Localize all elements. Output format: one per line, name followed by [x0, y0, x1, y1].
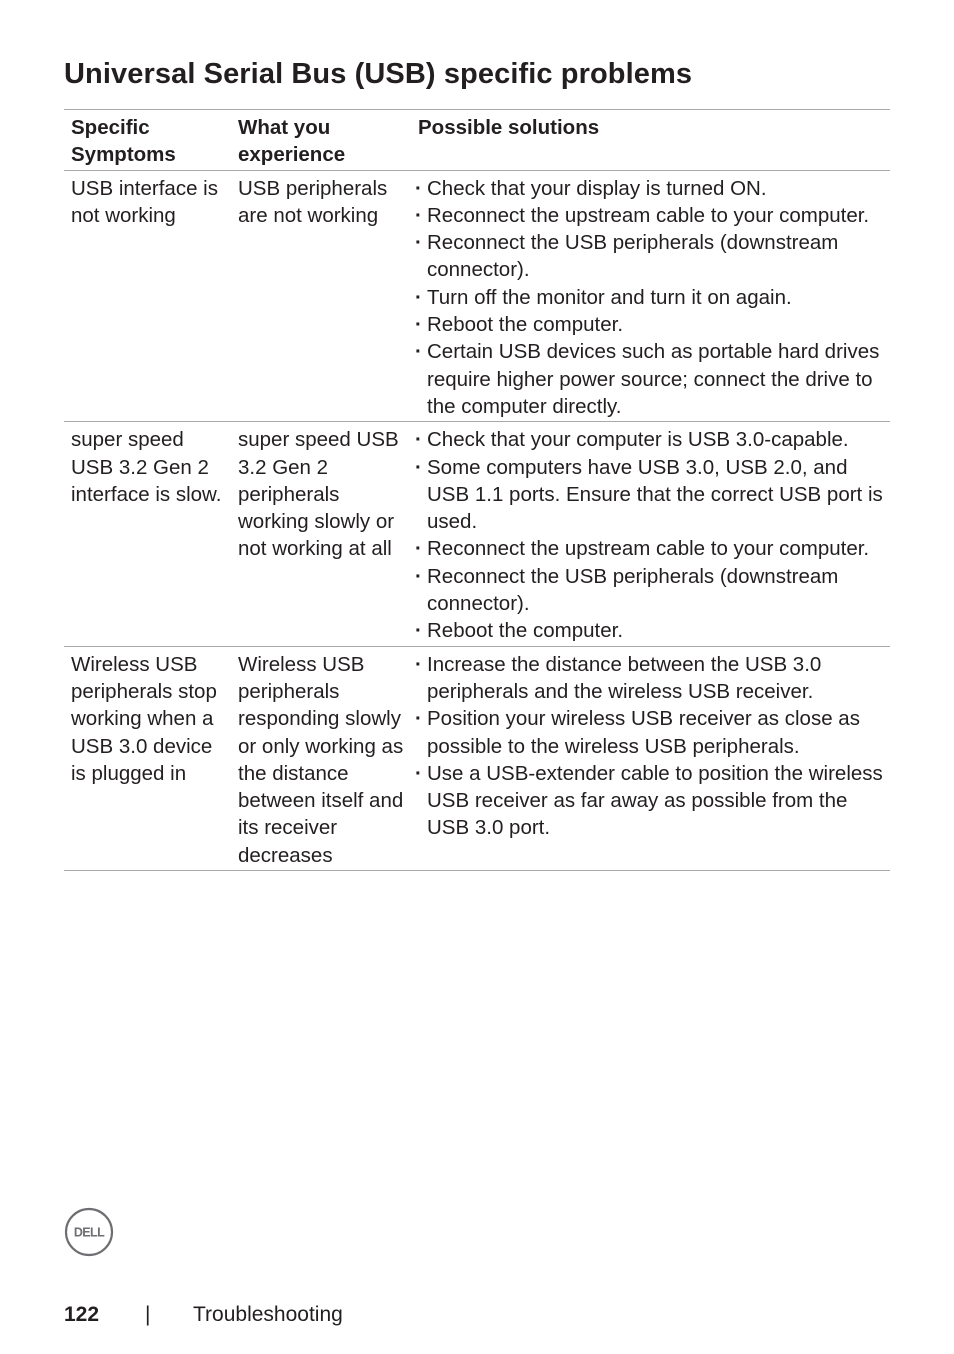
solution-item: · Increase the distance between the USB 3.0 peripherals and the wireless USB receiver.	[414, 651, 884, 706]
solution-item: · Use a USB-extender cable to position the wireless USB receiver as far away as possible from the USB 3.0 port.	[414, 760, 884, 842]
solution-item: · Check that your computer is USB 3.0-capable.	[414, 426, 884, 453]
solution-item: · Position your wireless USB receiver as close as possible to the wireless USB peripherals.	[414, 705, 884, 760]
table-row	[64, 170, 890, 422]
table-row	[64, 646, 890, 870]
solution-item: · Some computers have USB 3.0, USB 2.0, and USB 1.1 ports. Ensure that the correct USB port is used.	[414, 454, 884, 536]
solution-item: · Reconnect the upstream cable to your computer.	[414, 202, 884, 229]
solution-item: · Check that your display is turned ON.	[414, 175, 884, 202]
header-possible-solutions: Possible solutions	[411, 110, 890, 171]
solution-item: · Reboot the computer.	[414, 311, 884, 338]
dell-logo-text: DELL	[73, 1225, 105, 1240]
solution-item: · Reconnect the upstream cable to your computer.	[414, 535, 884, 562]
page-number: 122	[64, 1303, 100, 1326]
solution-item: · Reconnect the USB peripherals (downstream connector).	[414, 229, 884, 284]
table-header-row	[64, 110, 890, 171]
footer-separator: |	[145, 1303, 151, 1326]
symptom-cell: Wireless USB peripherals stop working when a USB 3.0 device is plugged in	[64, 646, 231, 870]
solution-item: · Turn off the monitor and turn it on again.	[414, 284, 884, 311]
usb-problems-table	[64, 109, 890, 871]
header-specific-symptoms: Specific Symptoms	[64, 110, 231, 171]
solution-item: · Reboot the computer.	[414, 617, 884, 644]
solution-item: · Certain USB devices such as portable hard drives require higher power source; connect the drive to the computer directly.	[414, 338, 884, 420]
dell-logo-icon	[64, 1207, 114, 1257]
solutions-cell	[411, 422, 890, 646]
page-title: Universal Serial Bus (USB) specific problems	[64, 58, 693, 90]
experience-cell: USB peripherals are not working	[231, 170, 411, 422]
solutions-cell	[411, 646, 890, 870]
experience-cell: super speed USB 3.2 Gen 2 peripherals working slowly or not working at all	[231, 422, 411, 646]
table-row	[64, 422, 890, 646]
solutions-list	[414, 175, 884, 421]
symptom-cell: super speed USB 3.2 Gen 2 interface is slow.	[64, 422, 231, 646]
solution-item: · Reconnect the USB peripherals (downstream connector).	[414, 563, 884, 618]
header-what-you-experience: What you experience	[231, 110, 411, 171]
solutions-list	[414, 651, 884, 842]
footer-section-name: Troubleshooting	[193, 1303, 343, 1326]
solutions-list	[414, 426, 884, 644]
solutions-cell	[411, 170, 890, 422]
symptom-cell: USB interface is not working	[64, 170, 231, 422]
experience-cell: Wireless USB peripherals responding slowly or only working as the distance between itself and its receiver decreases	[231, 646, 411, 870]
